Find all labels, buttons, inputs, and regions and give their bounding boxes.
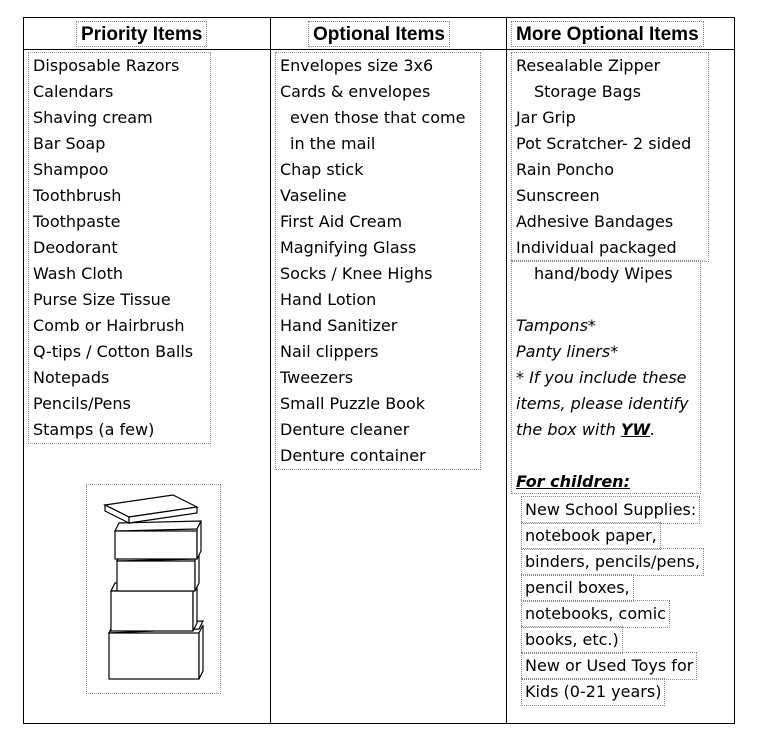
- list-item: Resealable Zipper: [516, 56, 661, 75]
- optional-items-list: [275, 52, 481, 470]
- list-item: Denture container: [280, 446, 426, 465]
- list-item: Toothbrush: [33, 186, 122, 205]
- list-item: Small Puzzle Book: [280, 394, 426, 413]
- list-item: Stamps (a few): [33, 420, 155, 439]
- list-item: Pot Scratcher- 2 sided: [516, 134, 692, 153]
- list-item: Hand Sanitizer: [280, 316, 398, 335]
- list-item: Purse Size Tissue: [33, 290, 171, 309]
- list-item: Shampoo: [33, 160, 109, 179]
- list-item: Adhesive Bandages: [516, 212, 674, 231]
- more-optional-items-list: [511, 52, 709, 262]
- list-item: Envelopes size 3x6: [280, 56, 434, 75]
- header-optional-items: Optional Items: [308, 21, 450, 47]
- list-item: Notepads: [33, 368, 110, 387]
- list-item: binders, pencils/pens,: [521, 548, 704, 576]
- children-heading: For children:: [516, 472, 630, 491]
- list-item: First Aid Cream: [280, 212, 403, 231]
- list-item: Jar Grip: [516, 108, 576, 127]
- list-item: Shaving cream: [33, 108, 153, 127]
- note-text: items, please identify: [516, 394, 689, 413]
- list-item: Disposable Razors: [33, 56, 180, 75]
- priority-items-list: [28, 52, 211, 444]
- list-item: Vaseline: [280, 186, 347, 205]
- list-item: Rain Poncho: [516, 160, 614, 179]
- header-divider: [24, 49, 734, 50]
- list-item: books, etc.): [521, 626, 623, 654]
- list-item: Denture cleaner: [280, 420, 410, 439]
- list-item: Storage Bags: [534, 82, 641, 101]
- list-item: notebooks, comic: [521, 600, 670, 628]
- note-text-post: .: [650, 420, 656, 439]
- list-item: Hand Lotion: [280, 290, 377, 309]
- list-item: notebook paper,: [521, 522, 661, 550]
- note-text-pre: the box with: [516, 420, 621, 439]
- list-item: even those that come: [290, 108, 466, 127]
- list-item: Pencils/Pens: [33, 394, 131, 413]
- spacer: [516, 287, 696, 313]
- column-divider-1: [270, 18, 271, 723]
- stacked-boxes-drawing: [87, 485, 220, 693]
- list-item: Individual packaged: [516, 238, 677, 257]
- list-item: Comb or Hairbrush: [33, 316, 185, 335]
- spacer: [516, 443, 696, 469]
- list-item: Nail clippers: [280, 342, 379, 361]
- list-item: New or Used Toys for: [521, 652, 697, 680]
- list-item: Cards & envelopes: [280, 82, 431, 101]
- list-item: Toothpaste: [33, 212, 121, 231]
- list-item: Magnifying Glass: [280, 238, 417, 257]
- stacked-gift-boxes-icon: [86, 484, 221, 694]
- list-item: Calendars: [33, 82, 114, 101]
- list-item: Chap stick: [280, 160, 364, 179]
- children-items-list: [521, 496, 704, 704]
- list-item: Q-tips / Cotton Balls: [33, 342, 194, 361]
- note-text: [516, 417, 696, 443]
- list-item: Tweezers: [280, 368, 354, 387]
- list-item: New School Supplies:: [521, 496, 700, 524]
- column-divider-2: [506, 18, 507, 723]
- list-item: Bar Soap: [33, 134, 106, 153]
- list-item: Sunscreen: [516, 186, 600, 205]
- list-item: in the mail: [290, 134, 376, 153]
- list-item: Socks / Knee Highs: [280, 264, 433, 283]
- list-item: Tampons*: [516, 316, 596, 335]
- note-yw: YW: [620, 420, 651, 439]
- list-item: pencil boxes,: [521, 574, 634, 602]
- list-item: Kids (0-21 years): [521, 678, 665, 706]
- note-text: * If you include these: [516, 368, 687, 387]
- header-more-optional-items: More Optional Items: [511, 21, 704, 47]
- list-item: Panty liners*: [516, 342, 619, 361]
- list-item: Wash Cloth: [33, 264, 123, 283]
- list-item: hand/body Wipes: [534, 264, 673, 283]
- more-optional-notes: [511, 260, 701, 494]
- header-priority-items: Priority Items: [76, 21, 207, 47]
- list-item: Deodorant: [33, 238, 118, 257]
